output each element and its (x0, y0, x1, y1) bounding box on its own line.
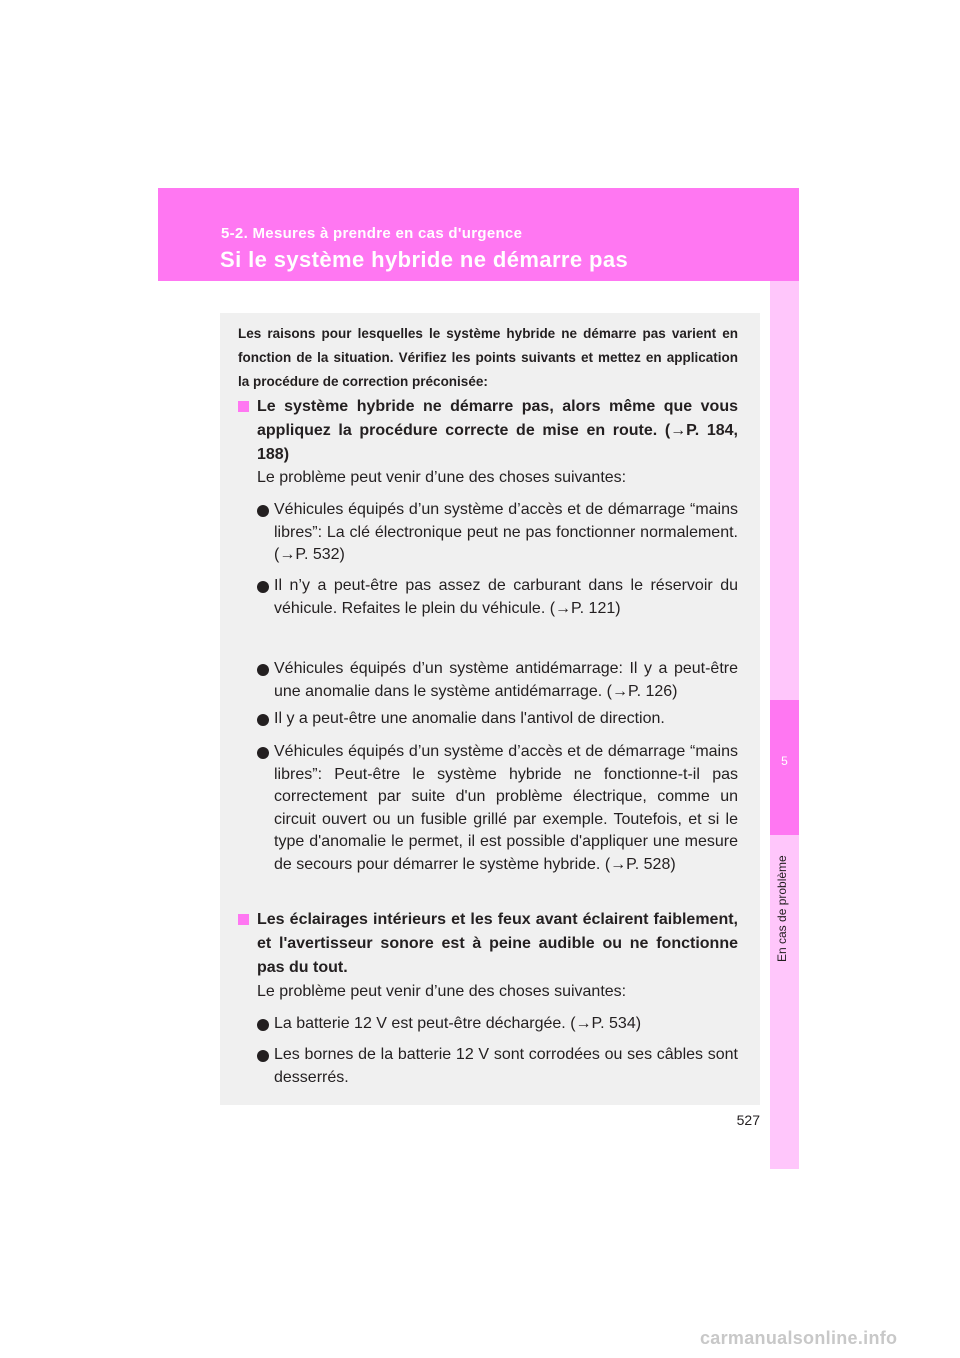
list-item: La batterie 12 V est peut-être déchargée. (→P. 534) (274, 1015, 642, 1032)
chapter-tab-number: 5 (781, 754, 788, 768)
list-item: Véhicules équipés d’un système d’accès et de démarrage “mains libres”: Peut-être le système hybride ne fonctionne-t-il pas correctement par suite d'un problème électrique, comme un circuit ouvert ou un fusible grillé par exemple. Toutefois, et si le type d'anomalie le permet, il est possible d'appliquer une mesure de secours pour démarrer le système hybride. (→P. 528) (274, 743, 738, 873)
list-item: Il n’y a peut-être pas assez de carburant dans le réservoir du véhicule. Refaites le plein du véhicule. (→P. 121) (274, 577, 738, 617)
lead-text: Le problème peut venir d’une des choses suivantes: (257, 983, 627, 1000)
list-item: Les bornes de la batterie 12 V sont corrodées ou ses câbles sont desserrés. (274, 1046, 738, 1086)
bullet-icon (257, 714, 269, 726)
list-item: Véhicules équipés d’un système d’accès et de démarrage “mains libres”: La clé électronique peut ne pas fonctionner normalement. (→P. 532) (274, 501, 738, 563)
lead-text: Le problème peut venir d’une des choses suivantes: (257, 469, 627, 486)
intro-text: Les raisons pour lesquelles le système hybride ne démarre pas varient en fonction de la situation. Vérifiez les points suivants et mettez en application la procédure de correction préconisée: (238, 326, 738, 389)
bullet-icon (257, 1019, 269, 1031)
chapter-tab[interactable] (770, 700, 799, 835)
bullet-icon (257, 1050, 269, 1062)
square-bullet-icon (238, 401, 249, 412)
watermark: carmanualsonline.info (700, 1328, 898, 1348)
square-bullet-icon (238, 914, 249, 925)
section-label: 5-2. Mesures à prendre en cas d'urgence (221, 225, 523, 242)
chapter-tab-label: En cas de problème (775, 855, 789, 962)
bullet-icon (257, 747, 269, 759)
chapter-header (158, 188, 799, 281)
list-item: Il y a peut-être une anomalie dans l'antivol de direction. (274, 710, 665, 727)
bullet-icon (257, 505, 269, 517)
bullet-icon (257, 664, 269, 676)
page-title: Si le système hybride ne démarre pas (220, 247, 629, 272)
section-heading: Les éclairages intérieurs et les feux avant éclairent faiblement, et l'avertisseur sonore est à peine audible ou ne fonctionne pas du tout. (257, 911, 738, 976)
list-item: Véhicules équipés d’un système antidémarrage: Il y a peut-être une anomalie dans le système antidémarrage. (→P. 126) (274, 660, 738, 700)
page-number: 527 (736, 1112, 760, 1128)
section-heading: Le système hybride ne démarre pas, alors même que vous appliquez la procédure correcte de mise en route. (→P. 184, 188) (257, 398, 738, 463)
bullet-icon (257, 581, 269, 593)
